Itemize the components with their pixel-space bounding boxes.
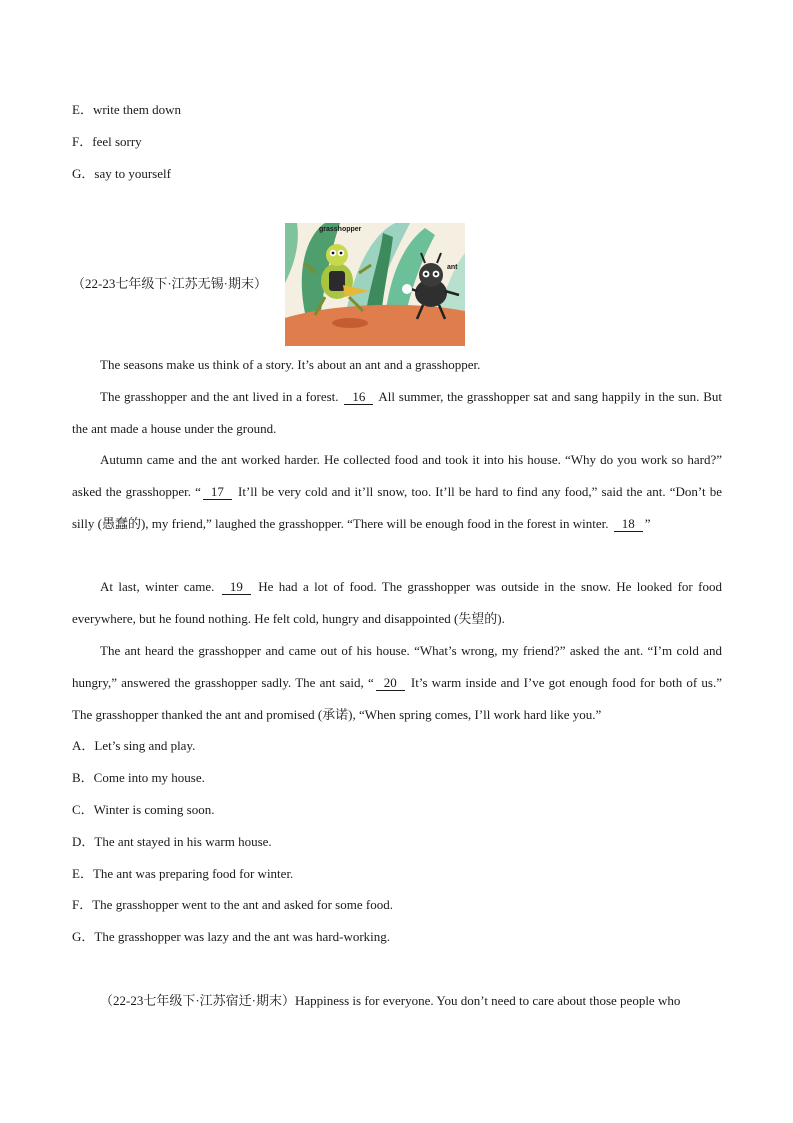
passage-paragraph-4: At last, winter came. 19 He had a lot of food. The grasshopper was outside in the snow. He looked for food everywhere, but he found nothing. He felt cold, hungry and disappointed (失望的). <box>72 579 722 626</box>
option-d: D．The ant stayed in his warm house. <box>72 834 272 849</box>
passage-paragraph-5: The ant heard the grasshopper and came out of his house. “What’s wrong, my friend?” asked the ant. “I’m cold and hungry,” answered the grasshopper sadly. The ant said, “ 20 It’s warm inside and I’ve got enough food for both of us.” The grasshopper thanked the ant and promised (承诺), “When spring comes, I’ll work hard like you.” <box>72 643 723 722</box>
option-a: A．Let’s sing and play. <box>72 738 196 753</box>
option-b: B．Come into my house. <box>72 770 205 785</box>
option-prev-g: G．say to yourself <box>72 166 171 181</box>
blank-18[interactable]: 18 <box>614 517 643 532</box>
blank-17[interactable]: 17 <box>203 485 232 500</box>
label-ant: ant <box>447 264 458 271</box>
option-c: C．Winter is coming soon. <box>72 802 215 817</box>
blank-19[interactable]: 19 <box>222 580 251 595</box>
option-e: E．The ant was preparing food for winter. <box>72 866 294 881</box>
ant-grasshopper-illustration <box>285 223 465 346</box>
label-grasshopper: grasshopper <box>319 226 362 233</box>
option-prev-e: E．write them down <box>72 102 182 117</box>
passage-paragraph-3: Autumn came and the ant worked harder. He collected food and took it into his house. “Why do you work so hard?” asked the grasshopper. “ 17 It’ll be very cold and it’ll snow, too. It’ll be hard to find any food,” said the ant. “Don’t be silly (愚蠢的), my friend,” laughed the grasshopper. “There will be enough food in the forest in winter. 18 ” <box>72 452 723 531</box>
blank-16[interactable]: 16 <box>344 390 373 405</box>
blank-20[interactable]: 20 <box>376 676 405 691</box>
passage-source: （22-23七年级下·江苏无锡·期末） <box>72 276 267 291</box>
option-f: F．The grasshopper went to the ant and asked for some food. <box>72 897 393 912</box>
option-prev-f: F．feel sorry <box>72 134 142 149</box>
passage-paragraph-1: The seasons make us think of a story. It’s about an ant and a grasshopper. <box>100 357 481 372</box>
next-passage-first-line: （22-23七年级下·江苏宿迁·期末）Happiness is for everyone. You don’t need to care about those people who <box>100 993 681 1008</box>
option-g: G．The grasshopper was lazy and the ant was hard-working. <box>72 929 391 944</box>
passage-paragraph-2: The grasshopper and the ant lived in a forest. 16 All summer, the grasshopper sat and sang happily in the sun. But the ant made a house under the ground. <box>72 389 722 436</box>
